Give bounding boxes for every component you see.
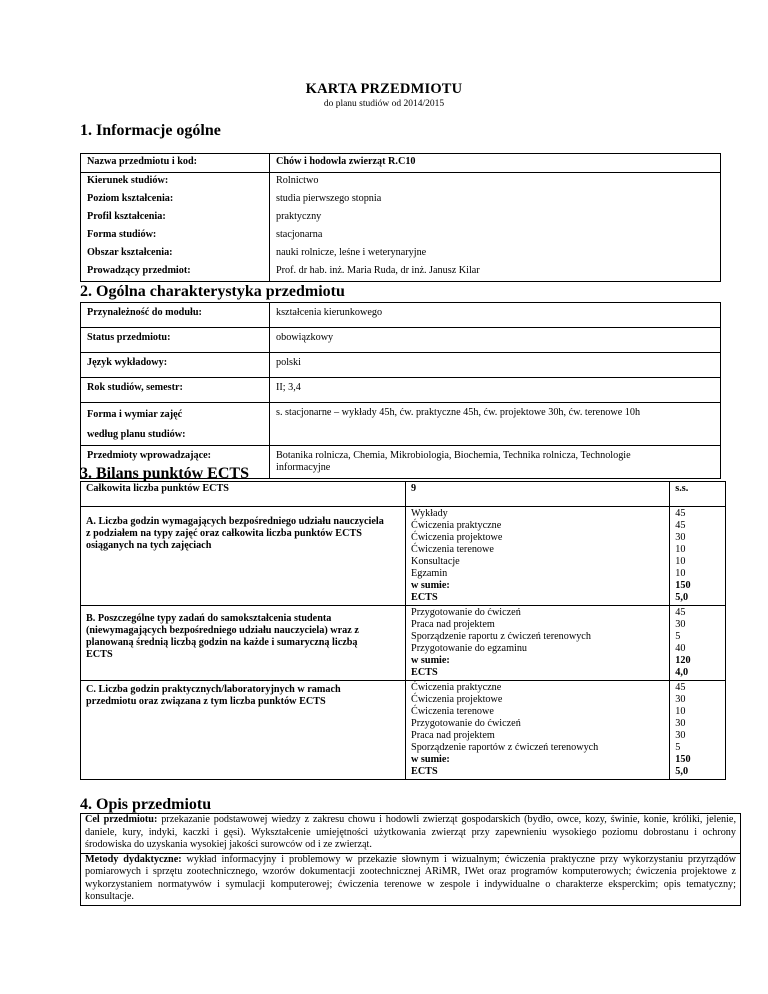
table-row <box>81 606 726 681</box>
sum-label: w sumie: <box>411 655 450 666</box>
item-value: 30 <box>675 619 686 630</box>
row-label: Profil kształcenia: <box>81 209 270 227</box>
table-row <box>81 328 721 353</box>
row-label: Język wykładowy: <box>81 353 270 378</box>
item-name: Przygotowanie do egzaminu <box>411 643 528 654</box>
item-value: 45 <box>675 682 686 693</box>
section-4-heading: 4. Opis przedmiotu <box>80 796 212 813</box>
row-value: praktyczny <box>276 211 322 222</box>
item-name: Praca nad projektem <box>411 619 495 630</box>
row-value-text: s. stacjonarne – wykłady 45h, ćw. praktyczne 45h, ćw. projektowe 30h, ćw. terenowe 10h <box>276 407 641 418</box>
item-value: 40 <box>675 643 686 654</box>
item-name: Egzamin <box>411 568 448 579</box>
row-label: Forma studiów: <box>81 227 270 245</box>
group-c-items <box>406 681 670 780</box>
sum-label: w sumie: <box>411 580 450 591</box>
row-label: Przynależność do modułu: <box>81 303 270 328</box>
item-name: Ćwiczenia terenowe <box>411 706 494 717</box>
table-row <box>81 303 721 328</box>
teaching-methods-label: Metody dydaktyczne: <box>85 853 182 865</box>
row-value: obowiązkowy <box>270 328 721 353</box>
item-name: Konsultacje <box>411 556 460 567</box>
table-row <box>81 263 721 282</box>
item-value: 45 <box>675 508 686 519</box>
group-a-label <box>81 507 406 606</box>
item-value: 30 <box>675 718 686 729</box>
ects-table <box>80 481 726 780</box>
ects-label: ECTS <box>411 667 438 678</box>
row-label: Przedmioty wprowadzające: <box>81 446 270 479</box>
item-name: Ćwiczenia projektowe <box>411 532 503 543</box>
table-row <box>81 507 726 606</box>
item-value: 10 <box>675 706 686 717</box>
item-value: 30 <box>675 532 686 543</box>
table-row <box>81 245 721 263</box>
item-value: 45 <box>675 520 686 531</box>
item-value: 30 <box>675 694 686 705</box>
ects-value: 5,0 <box>675 766 689 777</box>
item-name: Ćwiczenia terenowe <box>411 544 494 555</box>
row-value: studia pierwszego stopnia <box>276 193 382 204</box>
table-row <box>81 378 721 403</box>
row-label-line: Forma i wymiar zajęć <box>87 409 183 420</box>
table-row <box>81 403 721 446</box>
description-table <box>80 813 741 906</box>
item-name: Przygotowanie do ćwiczeń <box>411 607 521 618</box>
item-value: 10 <box>675 544 686 555</box>
group-a-items <box>406 507 670 606</box>
table-row <box>81 227 721 245</box>
item-value: 10 <box>675 568 686 579</box>
row-label: Obszar kształcenia: <box>81 245 270 263</box>
ects-total-value: 9 <box>406 482 670 507</box>
item-name: Ćwiczenia praktyczne <box>411 682 502 693</box>
item-value: 10 <box>675 556 686 567</box>
ects-total-label: Całkowita liczba punktów ECTS <box>81 482 406 507</box>
row-value: Chów i hodowla zwierząt R.C10 <box>270 154 721 173</box>
teaching-methods-text: wykład informacyjny i problemowy w przekazie słownym i wizualnym; ćwiczenia praktyczne przy wykorzystaniu przyrządów pomiarowych i sprzętu zootechnicznego, wzorów dokumentacji zootechnicznej ARiMR, IWet oraz programów komputerowych; ćwiczenia projektowe z wykorzystaniem normatywów i symulacji komputerowej; ćwiczenia terenowe w zespole i indywidualne o charakterze eksperckim; opis tematyczny; konsultacje. <box>85 853 736 902</box>
general-info-table <box>80 153 721 282</box>
group-c-label <box>81 681 406 780</box>
row-value <box>270 446 721 479</box>
table-row <box>81 173 721 192</box>
course-goal-label: Cel przedmiotu: <box>85 814 158 825</box>
table-row <box>81 154 721 173</box>
course-goal-cell <box>81 814 741 854</box>
document-title: KARTA PRZEDMIOTU <box>305 81 463 97</box>
row-value: nauki rolnicze, leśne i weterynaryjne <box>276 247 427 258</box>
group-b-items <box>406 606 670 681</box>
row-value: II; 3,4 <box>270 378 721 403</box>
table-row <box>81 681 726 780</box>
item-name: Ćwiczenia praktyczne <box>411 520 502 531</box>
course-goal-text: przekazanie podstawowej wiedzy z zakresu chowu i hodowli zwierząt gospodarskich (bydło, owce, kozy, świnie, konie, króliki, jelenie, daniele, kury, indyki, kaczki i gęsi). Wykształcenie umiejętności użytkowania zwierząt przy zapewnieniu wysokiego poziomu dobrostanu i ochrony środowiska do uzyskania wysokiej jakości surowców od i ze zwierząt. <box>85 814 736 850</box>
item-value: 5 <box>675 742 681 753</box>
row-value <box>270 403 721 446</box>
sum-label: w sumie: <box>411 754 450 765</box>
table-row <box>81 353 721 378</box>
group-label-text: C. Liczba godzin praktycznych/laboratoryjnych w ramach przedmiotu oraz związana z tym liczba punktów ECTS <box>86 684 341 707</box>
item-value: 5 <box>675 631 681 642</box>
row-label: Nazwa przedmiotu i kod: <box>81 154 270 173</box>
item-value: 30 <box>675 730 686 741</box>
item-name: Praca nad projektem <box>411 730 495 741</box>
item-name: Ćwiczenia projektowe <box>411 694 503 705</box>
row-label: Poziom kształcenia: <box>81 191 270 209</box>
row-label-line: według planu studiów: <box>87 429 186 440</box>
ects-label: ECTS <box>411 766 438 777</box>
sum-value: 150 <box>675 754 691 765</box>
document-subtitle: do planu studiów od 2014/2015 <box>323 99 445 109</box>
row-label: Prowadzący przedmiot: <box>81 263 270 282</box>
group-b-label <box>81 606 406 681</box>
characteristics-table <box>80 302 721 479</box>
row-value: Rolnictwo <box>276 175 319 186</box>
row-value-text: Botanika rolnicza, Chemia, Mikrobiologia, Biochemia, Technika rolnicza, Technologie informacyjne <box>276 450 631 473</box>
row-label: Status przedmiotu: <box>81 328 270 353</box>
item-value: 45 <box>675 607 686 618</box>
row-label: Rok studiów, semestr: <box>81 378 270 403</box>
group-b-values <box>670 606 726 681</box>
ects-value: 4,0 <box>675 667 689 678</box>
group-label-text: A. Liczba godzin wymagających bezpośredniego udziału nauczyciela z podziałem na typy zajęć oraz całkowita liczba punktów ECTS osiąganych na tych zajęciach <box>86 516 384 551</box>
row-label <box>81 403 270 446</box>
item-name: Sporządzenie raportu z ćwiczeń terenowych <box>411 631 591 642</box>
group-c-values <box>670 681 726 780</box>
ects-label: ECTS <box>411 592 438 603</box>
table-row <box>81 209 721 227</box>
row-value: Prof. dr hab. inż. Maria Ruda, dr inż. Janusz Kilar <box>276 265 480 276</box>
row-label: Kierunek studiów: <box>81 173 270 192</box>
row-value: polski <box>270 353 721 378</box>
item-name: Przygotowanie do ćwiczeń <box>411 718 521 729</box>
row-value: kształcenia kierunkowego <box>270 303 721 328</box>
section-3-heading: 3. Bilans punktów ECTS <box>80 465 249 482</box>
ects-total-unit: s.s. <box>670 482 726 507</box>
item-name: Wykłady <box>411 508 448 519</box>
ects-value: 5,0 <box>675 592 689 603</box>
group-a-values <box>670 507 726 606</box>
item-name: Sporządzenie raportów z ćwiczeń terenowych <box>411 742 599 753</box>
sum-value: 150 <box>675 580 691 591</box>
table-row <box>81 482 726 507</box>
sum-value: 120 <box>675 655 691 666</box>
group-label-text: B. Poszczególne typy zadań do samokształcenia studenta (niewymagających bezpośredniego udziału nauczyciela) wraz z planowaną średnią liczbą godzin na każde i sumaryczną liczbą ECTS <box>86 613 359 660</box>
table-row <box>81 853 741 905</box>
table-row <box>81 814 741 854</box>
row-value: stacjonarna <box>276 229 323 240</box>
teaching-methods-cell <box>81 853 741 905</box>
section-1-heading: 1. Informacje ogólne <box>80 122 221 139</box>
section-2-heading: 2. Ogólna charakterystyka przedmiotu <box>80 283 345 300</box>
table-row <box>81 191 721 209</box>
